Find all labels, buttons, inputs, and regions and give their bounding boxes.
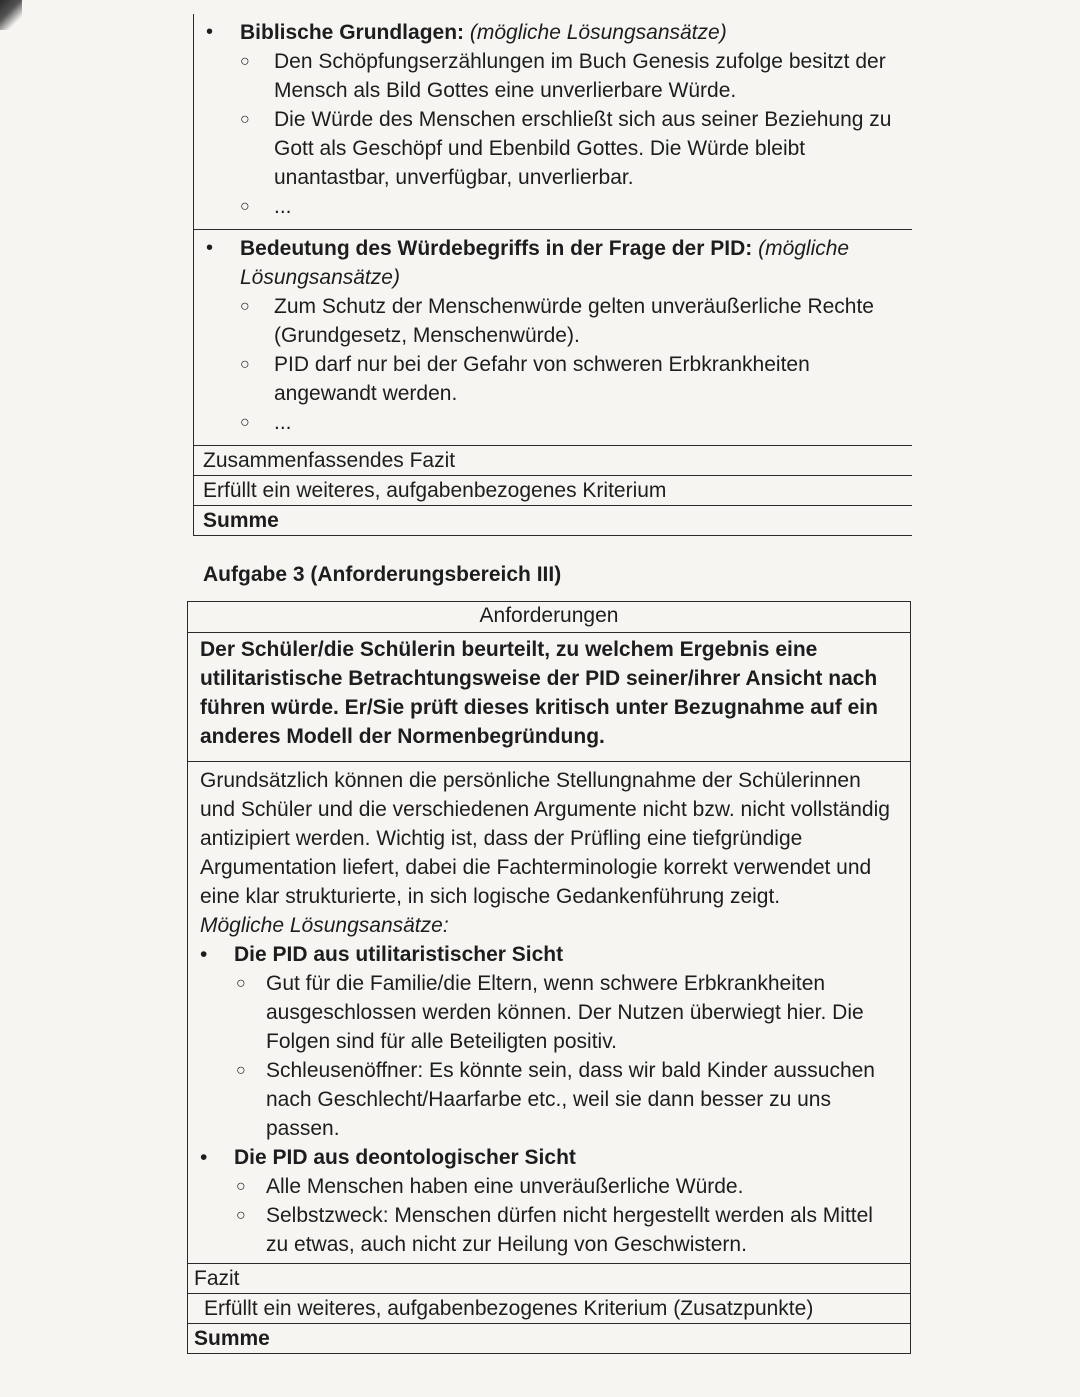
circle-bullet-icon: ○ [236, 1062, 246, 1079]
conclusion-row: Fazit [188, 1263, 910, 1293]
circle-bullet-icon: ○ [236, 975, 246, 992]
heading-paren: (mögliche Lösungsansätze) [469, 21, 727, 44]
list-item-text: Die Würde des Menschen erschließt sich aus seiner Beziehung zu Gott als Geschöpf und Ebenbild Gottes. Die Würde bleibt unantastbar, unverfügbar, unverlierbar. [274, 108, 892, 189]
list-item-text: PID darf nur bei der Gefahr von schweren Erbkrankheiten angewandt werden. [274, 353, 810, 405]
circle-bullet-icon: ○ [240, 298, 250, 315]
circle-bullet-icon: ○ [240, 111, 250, 128]
list-item [194, 408, 912, 437]
list-item [194, 192, 912, 221]
criteria-table-task2 [193, 14, 912, 536]
list-item [200, 1172, 896, 1201]
list-item-text: Schleusenöffner: Es könnte sein, dass wir bald Kinder aussuchen nach Geschlecht/Haarfarbe etc., weil sie dann besser zu uns passen. [266, 1059, 875, 1140]
deontological-heading [200, 1143, 896, 1172]
list-item-text: ... [274, 411, 292, 434]
possible-solutions-label: Mögliche Lösungsansätze: [200, 914, 449, 937]
dignity-meaning-cell [194, 230, 912, 446]
biblical-foundations-cell [194, 14, 912, 230]
circle-bullet-icon: ○ [236, 1178, 246, 1195]
list-item-text: Alle Menschen haben eine unveräußerliche Würde. [266, 1175, 744, 1198]
list-item [200, 1056, 896, 1143]
list-item-text: Zum Schutz der Menschenwürde gelten unveräußerliche Rechte (Grundgesetz, Menschenwürde). [274, 295, 874, 347]
bullet-icon: • [200, 1146, 208, 1169]
utilitarian-heading [200, 940, 896, 969]
extra-criterion-row: Erfüllt ein weiteres, aufgabenbezogenes Kriterium [194, 476, 912, 506]
extra-criterion-row: Erfüllt ein weiteres, aufgabenbezogenes Kriterium (Zusatzpunkte) [188, 1293, 910, 1323]
dignity-meaning-list [194, 292, 912, 437]
list-item [194, 350, 912, 408]
dignity-meaning-heading [194, 234, 912, 292]
bullet-icon: • [206, 21, 214, 43]
bullet-icon: • [206, 237, 214, 259]
requirements-text: Der Schüler/die Schülerin beurteilt, zu welchem Ergebnis eine utilitaristische Betrachtungsweise der PID seiner/ihrer Ansicht nach führen würde. Er/Sie prüft dieses kritisch unter Bezugnahme auf ein anderes Modell der Normenbegründung. [188, 633, 910, 762]
sum-row: Summe [194, 506, 912, 536]
heading-label: Die PID aus utilitaristischer Sicht [234, 943, 564, 966]
list-item-text: Selbstzweck: Menschen dürfen nicht hergestellt werden als Mittel zu etwas, auch nicht zur Heilung von Geschwistern. [266, 1204, 873, 1256]
summary-conclusion-row: Zusammenfassendes Fazit [194, 446, 912, 476]
heading-paren: (mögliche Lösungsansätze) [240, 237, 850, 289]
solution-block [188, 762, 910, 1263]
circle-bullet-icon: ○ [240, 53, 250, 70]
list-item [194, 47, 912, 105]
intro-paragraph: Grundsätzlich können die persönliche Stellungnahme der Schülerinnen und Schüler und die verschiedenen Argumente nicht bzw. nicht vollständig antizipiert werden. Wichtig ist, dass der Prüfling eine tiefgründige Argumentation liefert, dabei die Fachterminologie korrekt verwendet und eine klar strukturierte, in sich logische Gedankenführung zeigt. [200, 769, 890, 908]
circle-bullet-icon: ○ [240, 198, 250, 215]
list-item-text: Gut für die Familie/die Eltern, wenn schwere Erbkrankheiten ausgeschlossen werden können. Der Nutzen überwiegt hier. Die Folgen sind für alle Beteiligten positiv. [266, 972, 864, 1053]
task3-heading: Aufgabe 3 (Anforderungsbereich III) [203, 563, 562, 586]
circle-bullet-icon: ○ [240, 414, 250, 431]
bullet-icon: • [200, 943, 208, 966]
list-item [194, 292, 912, 350]
heading-label: Die PID aus deontologischer Sicht [234, 1146, 576, 1169]
circle-bullet-icon: ○ [240, 356, 250, 373]
list-item [194, 105, 912, 192]
list-item [200, 969, 896, 1056]
heading-label: Biblische Grundlagen: [240, 21, 465, 44]
list-item-text: Den Schöpfungserzählungen im Buch Genesis zufolge besitzt der Mensch als Bild Gottes eine unverlierbare Würde. [274, 50, 886, 102]
criteria-table-task3 [187, 601, 911, 1354]
circle-bullet-icon: ○ [236, 1207, 246, 1224]
heading-label: Bedeutung des Würdebegriffs in der Frage der PID: [240, 237, 753, 260]
sum-row: Summe [188, 1323, 910, 1353]
list-item [200, 1201, 896, 1259]
biblical-list [194, 47, 912, 221]
requirements-header: Anforderungen [188, 602, 910, 633]
list-item-text: ... [274, 195, 292, 218]
biblical-foundations-heading [194, 18, 912, 47]
